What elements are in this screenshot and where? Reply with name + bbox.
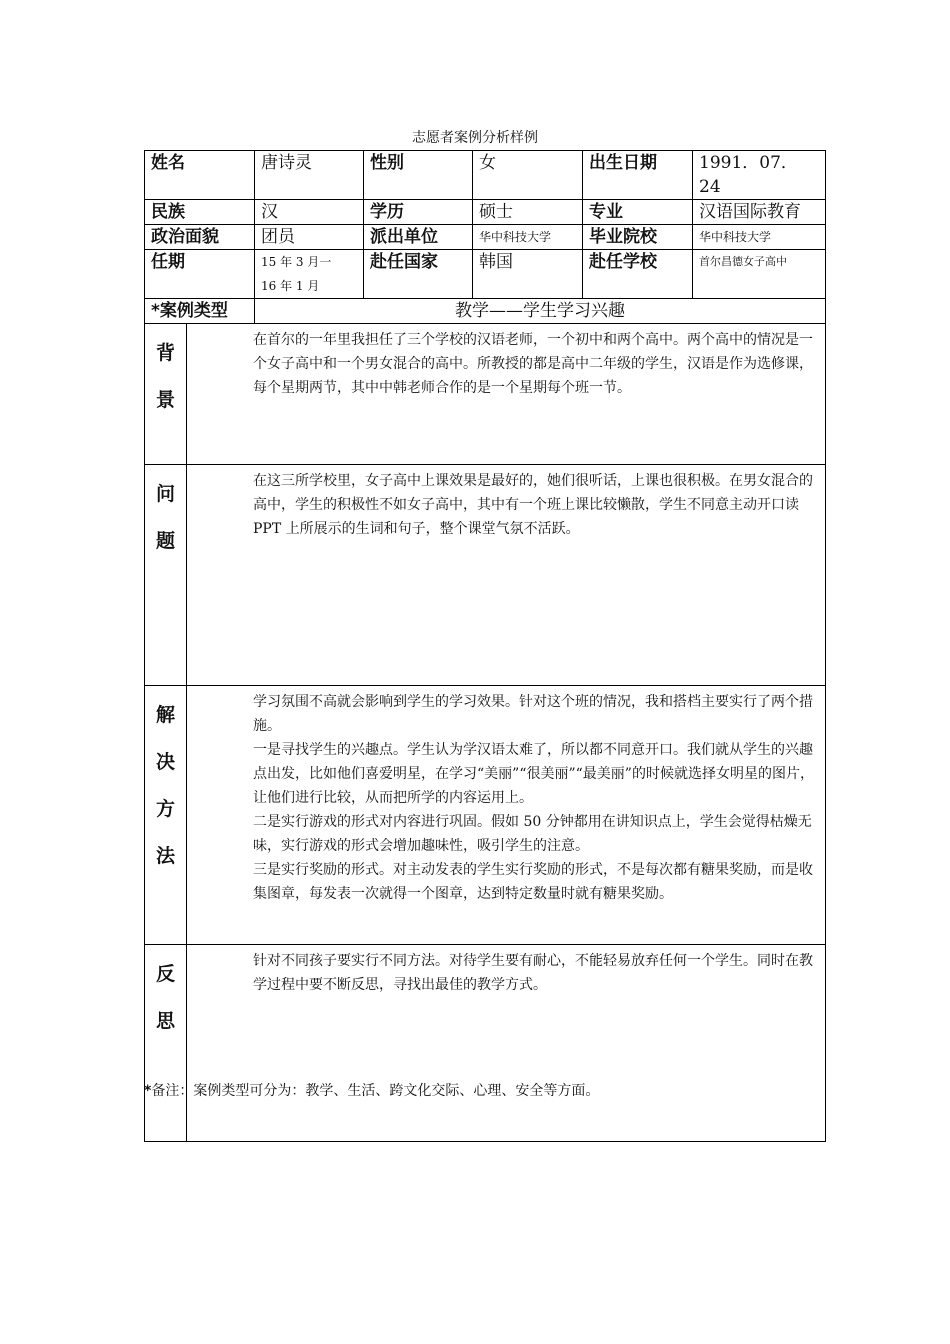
solution-paragraph-2: 一是寻找学生的兴趣点。学生认为学汉语太难了，所以都不同意开口。我们就从学生的兴趣点出发，比如他们喜爱明星，在学习“美丽”“很美丽”“最美丽”的时候就选择女明星的图片，让他们进行比较，从而把所学的内容运用上。: [253, 742, 814, 806]
solution-label-char-3: 方: [155, 798, 175, 820]
solution-label-char-4: 法: [155, 845, 175, 867]
reflection-paragraph: 针对不同孩子要实行不同方法。对待学生要有耐心，不能轻易放弃任何一个学生。同时在教学过程中要不断反思，寻找出最佳的教学方式。: [253, 953, 813, 993]
background-body: [187, 324, 826, 465]
politics-value: 团员: [255, 225, 364, 250]
footnote: [144, 1080, 599, 1100]
problem-body: [187, 465, 826, 686]
dispatch-value: 华中科技大学: [473, 225, 583, 250]
solution-paragraph-3: 二是实行游戏的形式对内容进行巩固。假如 50 分钟都用在讲知识点上，学生会觉得枯燥无味，实行游戏的形式会增加趣味性，吸引学生的注意。: [253, 814, 812, 854]
reflection-label-char-1: 反: [155, 963, 175, 985]
reflection-label: [145, 945, 187, 1142]
gender-label: 性别: [364, 151, 473, 200]
background-label-char-2: 景: [155, 389, 175, 411]
background-paragraph: 在首尔的一年里我担任了三个学校的汉语老师，一个初中和两个高中。两个高中的情况是一个女子高中和一个男女混合的高中。所教授的都是高中二年级的学生，汉语是作为选修课，每个星期两节，其中中韩老师合作的是一个星期每个班一节。: [253, 332, 813, 396]
case-type-label: *案例类型: [145, 299, 255, 324]
section-reflection: [145, 945, 826, 1142]
problem-paragraph: 在这三所学校里，女子高中上课效果是最好的，她们很听话，上课也很积极。在男女混合的高中，学生的积极性不如女子高中，其中有一个班上课比较懒散，学生不同意主动开口读 PPT 上所展示的生词和句子，整个课堂气氛不活跃。: [253, 473, 813, 537]
country-value: 韩国: [473, 250, 583, 299]
graduate-label: 毕业院校: [583, 225, 693, 250]
graduate-value: 华中科技大学: [693, 225, 826, 250]
footnote-text: 备注：案例类型可分为：教学、生活、跨文化交际、心理、安全等方面。: [151, 1083, 600, 1099]
country-label: 赴任国家: [364, 250, 473, 299]
background-label: [145, 324, 187, 465]
section-background: [145, 324, 826, 465]
dispatch-label: 派出单位: [364, 225, 473, 250]
info-row-2: [145, 200, 826, 225]
section-solution: [145, 686, 826, 945]
ethnicity-value: 汉: [255, 200, 364, 225]
page-title: 志愿者案例分析样例: [412, 130, 538, 146]
school-label: 赴任学校: [583, 250, 693, 299]
education-value: 硕士: [473, 200, 583, 225]
school-value: 首尔昌德女子高中: [693, 250, 826, 299]
info-row-3: [145, 225, 826, 250]
major-value: 汉语国际教育: [693, 200, 826, 225]
problem-label-char-2: 题: [155, 530, 175, 552]
ethnicity-label: 民族: [145, 200, 255, 225]
footnote-star: *: [144, 1083, 152, 1099]
reflection-body: [187, 945, 826, 1142]
info-row-4: [145, 250, 826, 299]
term-value: [255, 250, 364, 299]
problem-label: [145, 465, 187, 686]
term-line-2: 16 年 1 月: [261, 279, 320, 293]
birth-label: 出生日期: [583, 151, 693, 200]
education-label: 学历: [364, 200, 473, 225]
birth-value: 1991．07．24: [693, 151, 826, 200]
name-label: 姓名: [145, 151, 255, 200]
solution-label: [145, 686, 187, 945]
reflection-label-char-2: 思: [155, 1010, 175, 1032]
solution-paragraph-1: 学习氛围不高就会影响到学生的学习效果。针对这个班的情况，我和搭档主要实行了两个措施。: [253, 694, 813, 734]
name-value: 唐诗灵: [255, 151, 364, 200]
case-type-row: [145, 299, 826, 324]
politics-label: 政治面貌: [145, 225, 255, 250]
term-line-1: 15 年 3 月一: [261, 255, 332, 269]
solution-body: [187, 686, 826, 945]
case-type-value: 教学——学生学习兴趣: [255, 299, 826, 324]
case-form-table: [144, 150, 826, 1142]
info-row-1: [145, 151, 826, 200]
major-label: 专业: [583, 200, 693, 225]
solution-label-char-2: 决: [155, 751, 175, 773]
background-label-char-1: 背: [155, 342, 175, 364]
solution-paragraph-4: 三是实行奖励的形式。对主动发表的学生实行奖励的形式，不是每次都有糖果奖励，而是收集图章，每发表一次就得一个图章，达到特定数量时就有糖果奖励。: [253, 862, 813, 902]
section-problem: [145, 465, 826, 686]
term-label: 任期: [145, 250, 255, 299]
gender-value: 女: [473, 151, 583, 200]
solution-label-char-1: 解: [155, 704, 175, 726]
problem-label-char-1: 问: [155, 483, 175, 505]
